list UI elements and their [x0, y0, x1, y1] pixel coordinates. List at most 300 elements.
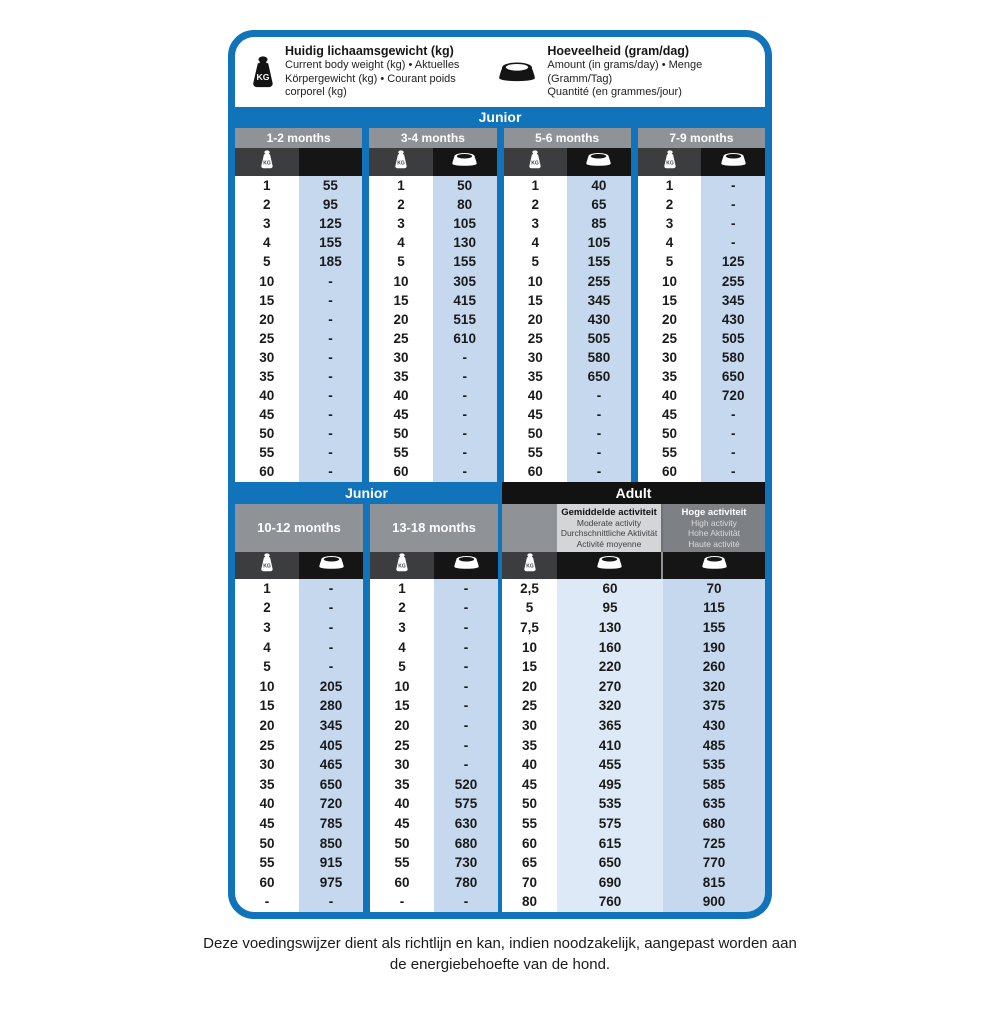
- moderate-amount-cell: 690: [557, 872, 663, 892]
- table-row: [370, 657, 498, 677]
- high-amount-cell: 320: [663, 676, 765, 696]
- amount-cell: 345: [299, 716, 363, 736]
- kg-icon: [395, 553, 409, 577]
- amount-cell: -: [701, 424, 765, 443]
- table-row: [638, 329, 765, 348]
- kg-cell: 15: [370, 696, 434, 716]
- kg-cell: 45: [370, 814, 434, 834]
- table-row: [638, 310, 765, 329]
- footer-note: Deze voedingswijzer dient als richtlijn en kan, indien noodzakelijk, aangepast worden aan de energiebehoefte van de hond.: [203, 934, 797, 974]
- table-row: [638, 233, 765, 252]
- moderate-amount-column-header: [557, 552, 663, 579]
- amount-cell: -: [434, 696, 498, 716]
- adult-icon-bar: [502, 552, 765, 579]
- bowl-glyph: [318, 555, 345, 570]
- table-row: [638, 405, 765, 424]
- kg-cell: 3: [504, 214, 568, 233]
- table-row: [369, 367, 496, 386]
- amount-cell: -: [434, 579, 498, 599]
- legend-amount: [495, 44, 765, 100]
- table-row: [369, 176, 496, 195]
- amount-cell: -: [433, 462, 497, 481]
- amount-cell: 650: [701, 367, 765, 386]
- table-row: [369, 291, 496, 310]
- amount-cell: 130: [433, 233, 497, 252]
- amount-cell: 255: [701, 271, 765, 290]
- amount-cell: 505: [567, 329, 631, 348]
- kg-weight-glyph: [395, 553, 409, 572]
- kg-weight-glyph: [251, 56, 275, 88]
- amount-cell: 430: [701, 310, 765, 329]
- amount-cell: -: [299, 443, 363, 462]
- kg-cell: 15: [638, 291, 702, 310]
- kg-cell: 1: [235, 579, 299, 599]
- table-row: [638, 443, 765, 462]
- feeding-guide-card: [228, 30, 772, 919]
- bowl-glyph: [701, 555, 728, 570]
- amount-cell: -: [434, 598, 498, 618]
- kg-cell: 1: [369, 176, 433, 195]
- activity-title: Gemiddelde activiteit: [561, 506, 657, 518]
- high-amount-cell: 70: [663, 579, 765, 599]
- feeding-subtable-10-12-months: [235, 504, 363, 912]
- table-row: [369, 195, 496, 214]
- bowl-icon: [497, 61, 537, 83]
- table-row: [370, 618, 498, 638]
- amount-cell: 780: [434, 872, 498, 892]
- kg-cell: 45: [369, 405, 433, 424]
- table-row: [235, 716, 363, 736]
- amount-cell: -: [299, 618, 363, 638]
- high-amount-cell: 535: [663, 755, 765, 775]
- amount-cell: -: [567, 386, 631, 405]
- amount-cell: 575: [434, 794, 498, 814]
- feeding-subtable-7-9-months: [638, 128, 765, 482]
- bowl-icon: [451, 152, 478, 172]
- bowl-icon: [585, 152, 612, 172]
- moderate-amount-cell: 455: [557, 755, 663, 775]
- junior-tables-1-9-months: [235, 128, 765, 482]
- kg-cell: 5: [235, 252, 299, 271]
- moderate-amount-cell: 495: [557, 774, 663, 794]
- table-row: [369, 386, 496, 405]
- table-row: [370, 755, 498, 775]
- table-row: [370, 579, 498, 599]
- kg-cell: 50: [235, 833, 299, 853]
- table-row: [235, 735, 363, 755]
- bowl-icon: [453, 555, 480, 575]
- amount-cell: -: [701, 195, 765, 214]
- amount-cell: -: [434, 637, 498, 657]
- kg-cell: 55: [502, 814, 557, 834]
- kg-cell: 2,5: [502, 579, 557, 599]
- legend-weight: [235, 44, 495, 100]
- table-row: [235, 755, 363, 775]
- table-row: [235, 233, 362, 252]
- table-row: [370, 598, 498, 618]
- amount-cell: 185: [299, 252, 363, 271]
- amount-cell: 610: [433, 329, 497, 348]
- kg-weight-glyph: [528, 150, 542, 169]
- table-row: [369, 271, 496, 290]
- amount-cell: -: [299, 657, 363, 677]
- amount-cell: -: [701, 176, 765, 195]
- svg-text:KG: KG: [263, 160, 271, 167]
- high-amount-column-header: [663, 552, 765, 579]
- kg-cell: 30: [370, 755, 434, 775]
- kg-cell: 65: [502, 853, 557, 873]
- table-row: [370, 833, 498, 853]
- amount-cell: 680: [434, 833, 498, 853]
- kg-weight-glyph: [394, 150, 408, 169]
- table-row: [235, 598, 363, 618]
- kg-cell: 20: [370, 716, 434, 736]
- table-row: [235, 443, 362, 462]
- kg-cell: 15: [502, 657, 557, 677]
- amount-cell: -: [701, 443, 765, 462]
- amount-cell: 305: [433, 271, 497, 290]
- kg-cell: 4: [235, 233, 299, 252]
- amount-cell: 650: [299, 774, 363, 794]
- amount-cell: -: [434, 735, 498, 755]
- amount-cell: 785: [299, 814, 363, 834]
- kg-cell: 45: [502, 774, 557, 794]
- table-row: [370, 716, 498, 736]
- kg-column-header: [235, 148, 299, 176]
- bowl-icon: [596, 555, 623, 575]
- table-row: [638, 271, 765, 290]
- kg-column-header: [235, 552, 299, 579]
- kg-cell: 10: [638, 271, 702, 290]
- kg-cell: 50: [638, 424, 702, 443]
- table-row: [235, 348, 362, 367]
- amount-cell: 915: [299, 853, 363, 873]
- table-row: [502, 676, 765, 696]
- amount-cell: -: [434, 657, 498, 677]
- table-row: [504, 271, 631, 290]
- section1-junior-band: Junior: [235, 107, 765, 128]
- amount-cell: 105: [433, 214, 497, 233]
- kg-cell: 40: [369, 386, 433, 405]
- kg-cell: 1: [370, 579, 434, 599]
- kg-cell: 5: [369, 252, 433, 271]
- icon-bar: [504, 148, 631, 176]
- kg-cell: 15: [504, 291, 568, 310]
- table-row: [235, 291, 362, 310]
- moderate-amount-cell: 535: [557, 794, 663, 814]
- amount-cell: 580: [701, 348, 765, 367]
- kg-cell: 4: [369, 233, 433, 252]
- table-row: [504, 443, 631, 462]
- bowl-icon: [720, 152, 747, 172]
- table-row: [504, 195, 631, 214]
- icon-bar: [638, 148, 765, 176]
- kg-cell: 20: [638, 310, 702, 329]
- kg-cell: 20: [235, 716, 299, 736]
- kg-cell: 25: [369, 329, 433, 348]
- kg-cell: 25: [235, 329, 299, 348]
- kg-cell: 20: [504, 310, 568, 329]
- legend-weight-line3: Körpergewicht (kg) • Courant poids corporel (kg): [285, 72, 456, 99]
- kg-cell: 55: [370, 853, 434, 873]
- amount-cell: -: [434, 618, 498, 638]
- feeding-subtable-13-18-months: [370, 504, 498, 912]
- amount-cell: -: [299, 405, 363, 424]
- kg-cell: 5: [638, 252, 702, 271]
- kg-cell: 60: [502, 833, 557, 853]
- table-row: [235, 310, 362, 329]
- amount-cell: 155: [567, 252, 631, 271]
- kg-cell: 5: [504, 252, 568, 271]
- amount-cell: -: [299, 367, 363, 386]
- table-row: [235, 405, 362, 424]
- legend-amount-line3: Quantité (en grammes/jour): [547, 86, 682, 99]
- kg-cell: 50: [235, 424, 299, 443]
- table-row: [235, 176, 362, 195]
- moderate-amount-cell: 160: [557, 637, 663, 657]
- table-row: [369, 310, 496, 329]
- table-row: [504, 424, 631, 443]
- kg-cell: 45: [235, 814, 299, 834]
- kg-cell: 25: [235, 735, 299, 755]
- amount-cell: 40: [567, 176, 631, 195]
- table-row: [504, 367, 631, 386]
- kg-cell: 7,5: [502, 618, 557, 638]
- month-header: 7-9 months: [638, 128, 765, 148]
- table-row: [235, 367, 362, 386]
- table-row: [235, 195, 362, 214]
- month-header: 10-12 months: [235, 504, 363, 552]
- section2-junior-band: Junior: [235, 482, 498, 504]
- kg-cell: 10: [235, 676, 299, 696]
- kg-cell: 30: [235, 348, 299, 367]
- kg-cell: 5: [235, 657, 299, 677]
- kg-cell: 30: [502, 716, 557, 736]
- kg-cell: 2: [370, 598, 434, 618]
- legend-weight-title: Huidig lichaamsgewicht (kg): [285, 44, 454, 59]
- table-row: [235, 657, 363, 677]
- kg-cell: 80: [502, 892, 557, 912]
- kg-cell: 4: [370, 637, 434, 657]
- table-row: [370, 637, 498, 657]
- kg-weight-glyph: [663, 150, 677, 169]
- svg-text:KG: KG: [256, 72, 270, 83]
- kg-cell: 55: [235, 853, 299, 873]
- kg-cell: 30: [504, 348, 568, 367]
- bowl-icon: [701, 555, 728, 575]
- table-row: [504, 348, 631, 367]
- table-row: [235, 794, 363, 814]
- amount-cell: -: [701, 462, 765, 481]
- legend-amount-title: Hoeveelheid (gram/dag): [547, 44, 690, 59]
- amount-column-header: [434, 552, 498, 579]
- table-row: [638, 462, 765, 481]
- legend-weight-text: [285, 44, 495, 100]
- amount-cell: -: [433, 348, 497, 367]
- kg-cell: 45: [504, 405, 568, 424]
- kg-cell: 35: [502, 735, 557, 755]
- table-row: [502, 774, 765, 794]
- table-row: [504, 214, 631, 233]
- table-row: [369, 443, 496, 462]
- kg-cell: 40: [504, 386, 568, 405]
- activity-subtitle: Moderate activity: [576, 517, 642, 528]
- amount-cell: -: [299, 271, 363, 290]
- activity-title: Hoge activiteit: [681, 506, 747, 518]
- table-row: [504, 405, 631, 424]
- table-row: [502, 794, 765, 814]
- moderate-amount-cell: 130: [557, 618, 663, 638]
- table-row: [638, 252, 765, 271]
- table-row: [502, 892, 765, 912]
- moderate-amount-cell: 270: [557, 676, 663, 696]
- moderate-amount-cell: 410: [557, 735, 663, 755]
- amount-cell: 515: [433, 310, 497, 329]
- feeding-subtable-1-2-months: [235, 128, 362, 482]
- table-row: [504, 233, 631, 252]
- high-amount-cell: 430: [663, 716, 765, 736]
- activity-subtitle: Hohe Aktivität: [688, 528, 740, 538]
- kg-cell: 40: [370, 794, 434, 814]
- table-row: [235, 892, 363, 912]
- table-row: [370, 794, 498, 814]
- table-row: [370, 872, 498, 892]
- moderate-amount-cell: 95: [557, 598, 663, 618]
- amount-cell: 50: [433, 176, 497, 195]
- amount-cell: 105: [567, 233, 631, 252]
- svg-text:KG: KG: [263, 563, 271, 570]
- amount-cell: 65: [567, 195, 631, 214]
- amount-cell: -: [567, 405, 631, 424]
- table-row: [638, 176, 765, 195]
- kg-weight-icon: [251, 56, 275, 88]
- junior-tables-10-18-months: [235, 504, 498, 912]
- amount-column-header: [567, 148, 631, 176]
- table-row: [370, 676, 498, 696]
- kg-cell: 55: [638, 443, 702, 462]
- amount-cell: -: [567, 443, 631, 462]
- amount-cell: 345: [567, 291, 631, 310]
- amount-cell: 155: [433, 252, 497, 271]
- table-row: [502, 735, 765, 755]
- amount-cell: 125: [299, 214, 363, 233]
- table-row: [502, 814, 765, 834]
- amount-cell: 280: [299, 696, 363, 716]
- table-row: [638, 386, 765, 405]
- icon-bar: [370, 552, 498, 579]
- amount-column-header: [701, 148, 765, 176]
- table-row: [235, 618, 363, 638]
- kg-icon: [260, 553, 274, 577]
- moderate-amount-cell: 220: [557, 657, 663, 677]
- table-row: [504, 310, 631, 329]
- kg-column-header: [504, 148, 568, 176]
- kg-cell: -: [235, 892, 299, 912]
- legend-amount-line2: Amount (in grams/day) • Menge (Gramm/Tag): [547, 59, 703, 85]
- table-row: [504, 252, 631, 271]
- table-row: [235, 774, 363, 794]
- amount-column-header: [299, 552, 363, 579]
- table-row: [638, 195, 765, 214]
- amount-cell: -: [701, 405, 765, 424]
- amount-cell: -: [433, 443, 497, 462]
- amount-cell: 465: [299, 755, 363, 775]
- kg-cell: 2: [504, 195, 568, 214]
- kg-cell: 5: [370, 657, 434, 677]
- activity-subtitle: Haute activité: [688, 538, 740, 549]
- amount-cell: -: [299, 579, 363, 599]
- kg-cell: 60: [370, 872, 434, 892]
- kg-cell: 2: [638, 195, 702, 214]
- table-row: [370, 774, 498, 794]
- amount-cell: 720: [701, 386, 765, 405]
- table-row: [502, 579, 765, 599]
- kg-cell: 20: [235, 310, 299, 329]
- table-row: [638, 367, 765, 386]
- amount-cell: 730: [434, 853, 498, 873]
- kg-cell: 30: [638, 348, 702, 367]
- kg-cell: 35: [235, 774, 299, 794]
- table-row: [235, 853, 363, 873]
- high-amount-cell: 115: [663, 598, 765, 618]
- kg-cell: 2: [235, 598, 299, 618]
- table-row: [638, 348, 765, 367]
- kg-cell: 10: [369, 271, 433, 290]
- amount-cell: 580: [567, 348, 631, 367]
- bowl-glyph: [596, 555, 623, 570]
- moderate-activity-header: [557, 504, 663, 552]
- high-amount-cell: 485: [663, 735, 765, 755]
- kg-cell: 35: [504, 367, 568, 386]
- kg-cell: 15: [235, 291, 299, 310]
- legend: [235, 37, 765, 107]
- table-row: [502, 637, 765, 657]
- amount-cell: 975: [299, 872, 363, 892]
- kg-cell: 4: [638, 233, 702, 252]
- kg-cell: 55: [504, 443, 568, 462]
- kg-cell: 45: [638, 405, 702, 424]
- amount-cell: 255: [567, 271, 631, 290]
- kg-cell: 60: [235, 872, 299, 892]
- moderate-amount-cell: 650: [557, 853, 663, 873]
- kg-cell: 3: [370, 618, 434, 638]
- table-row: [369, 405, 496, 424]
- table-row: [235, 386, 362, 405]
- table-row: [502, 598, 765, 618]
- high-amount-cell: 725: [663, 833, 765, 853]
- table-row: [502, 696, 765, 716]
- kg-cell: 30: [235, 755, 299, 775]
- kg-cell: 5: [502, 598, 557, 618]
- high-amount-cell: 680: [663, 814, 765, 834]
- moderate-amount-cell: 760: [557, 892, 663, 912]
- bowl-icon: [318, 555, 345, 575]
- table-row: [235, 329, 362, 348]
- table-row: [235, 424, 362, 443]
- amount-cell: 55: [299, 176, 363, 195]
- table-row: [235, 214, 362, 233]
- table-row: [502, 833, 765, 853]
- table-row: [235, 462, 362, 481]
- moderate-amount-cell: 365: [557, 716, 663, 736]
- kg-cell: 45: [235, 405, 299, 424]
- kg-cell: 25: [504, 329, 568, 348]
- kg-cell: 25: [502, 696, 557, 716]
- table-row: [369, 252, 496, 271]
- kg-cell: 40: [638, 386, 702, 405]
- kg-icon: [394, 150, 408, 174]
- amount-cell: 430: [567, 310, 631, 329]
